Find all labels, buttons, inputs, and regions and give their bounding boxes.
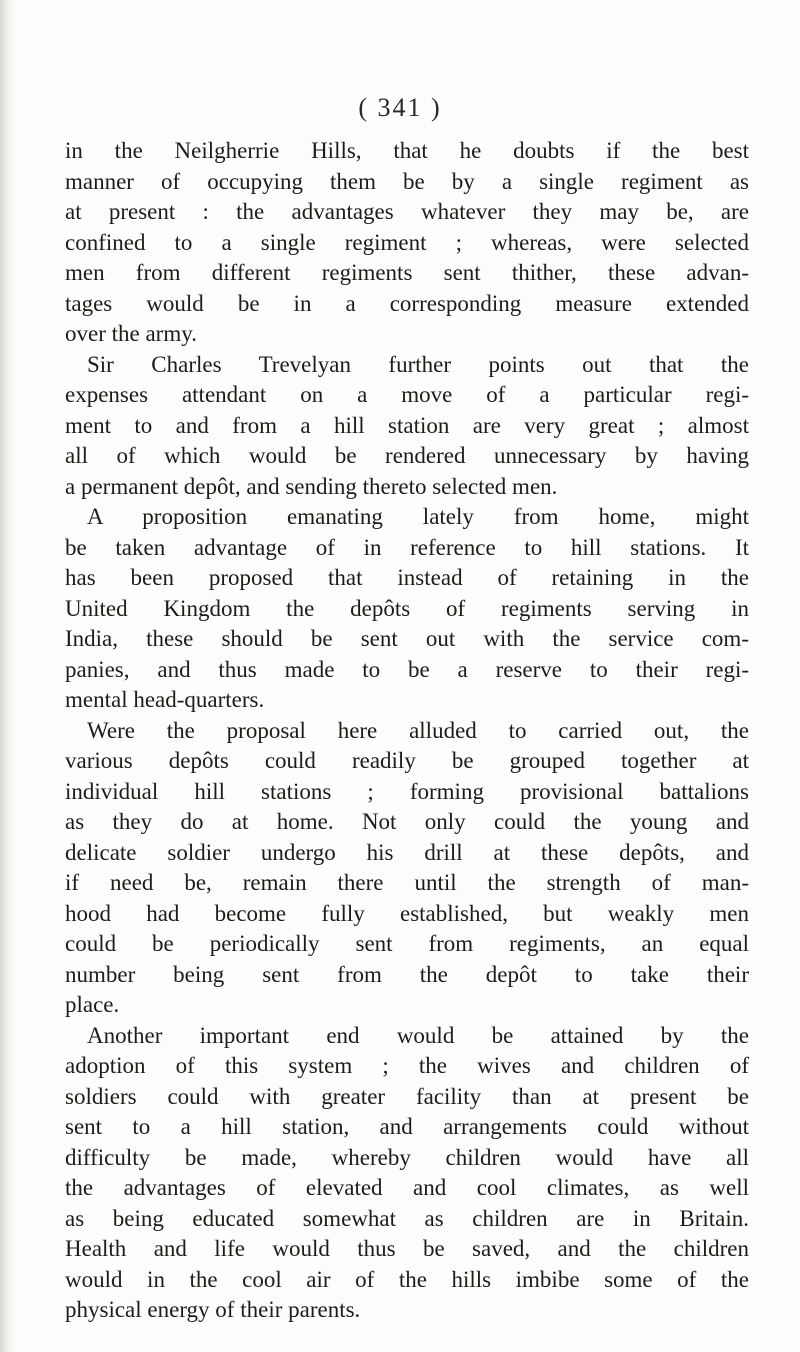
text-line: delicate soldier undergo his drill at these depôts, and — [65, 839, 749, 865]
binding-gutter-shadow — [0, 0, 16, 1352]
text-line: tages would be in a corresponding measure extended — [65, 290, 749, 316]
text-line: ment to and from a hill station are very great ; almost — [65, 412, 749, 438]
text-line: as being educated somewhat as children are in Britain. — [65, 1205, 749, 1231]
text-line: adoption of this system ; the wives and children of — [65, 1053, 749, 1078]
text-line: if need be, remain there until the strength of man- — [65, 870, 749, 895]
text-line: all of which would be rendered unnecessary by having — [65, 443, 749, 468]
text-line: could be periodically sent from regiments, an equal — [65, 931, 749, 956]
text-line: has been proposed that instead of retaining in the — [65, 565, 749, 590]
text-line: difficulty be made, whereby children would have all — [65, 1144, 749, 1170]
text-line: confined to a single regiment ; whereas, were selected — [65, 229, 749, 255]
text-line: India, these should be sent out with the service com- — [65, 626, 749, 651]
text-line: be taken advantage of in reference to hill stations. It — [65, 534, 749, 560]
text-line: place. — [65, 992, 120, 1017]
text-line: expenses attendant on a move of a particular regi- — [65, 382, 749, 407]
text-line: various depôts could readily be grouped together at — [65, 748, 749, 773]
text-line: men from different regiments sent thither, these advan- — [65, 260, 749, 285]
text-line: soldiers could with greater facility than at present be — [65, 1083, 749, 1109]
text-line: in the Neilgherrie Hills, that he doubts if the best — [65, 138, 749, 163]
text-line: Another important end would be attained by the — [87, 1022, 749, 1048]
text-line: individual hill stations ; forming provisional battalions — [65, 778, 749, 804]
text-line: the advantages of elevated and cool climates, as well — [65, 1175, 749, 1200]
text-line: A proposition emanating lately from home, might — [87, 504, 749, 529]
text-line: hood had become fully established, but weakly men — [65, 900, 749, 926]
text-line: at present : the advantages whatever they may be, are — [65, 199, 749, 224]
text-line: would in the cool air of the hills imbibe some of the — [65, 1266, 749, 1292]
text-line: as they do at home. Not only could the young and — [65, 809, 749, 834]
text-line: manner of occupying them be by a single regiment as — [65, 168, 749, 194]
text-line: panies, and thus made to be a reserve to their regi- — [65, 656, 749, 682]
text-line: over the army. — [65, 321, 197, 346]
text-line: number being sent from the depôt to take their — [65, 961, 749, 987]
text-line: a permanent depôt, and sending thereto selected men. — [65, 473, 558, 499]
text-line: Health and life would thus be saved, and the children — [65, 1236, 749, 1261]
page-number: ( 341 ) — [358, 93, 442, 122]
body-text — [65, 136, 749, 1326]
text-line: sent to a hill station, and arrangements could without — [65, 1114, 749, 1139]
text-line: Were the proposal here alluded to carried out, the — [87, 717, 749, 743]
text-line: United Kingdom the depôts of regiments serving in — [65, 595, 749, 621]
text-line: mental head-quarters. — [65, 687, 265, 712]
text-line: Sir Charles Trevelyan further points out that the — [87, 351, 749, 377]
text-line: physical energy of their parents. — [65, 1297, 361, 1322]
